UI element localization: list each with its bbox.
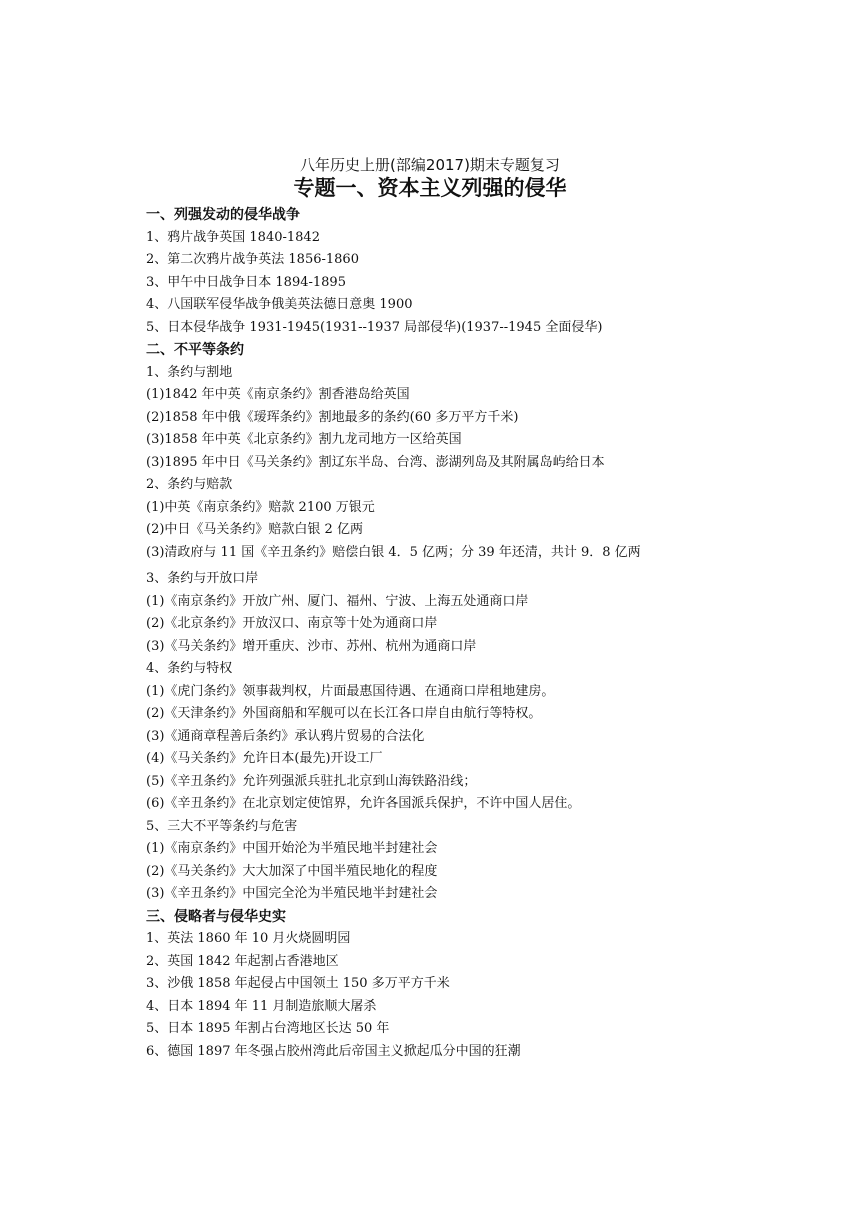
list-item: (1)《虎门条约》领事裁判权，片面最惠国待遇、在通商口岸租地建房。 [146,683,555,699]
section-heading-wars: 一、列强发动的侵华战争 [146,207,300,223]
subsection-heading: 3、条约与开放口岸 [146,571,259,586]
section-heading-treaties: 二、不平等条约 [146,342,244,358]
document-title: 专题一、资本主义列强的侵华 [293,176,567,200]
section-heading-aggressors: 三、侵略者与侵华史实 [146,908,286,925]
list-item: 1、英法 1860 年 10 月火烧圆明园 [146,931,351,946]
list-item: 3、甲午中日战争日本 1894-1895 [146,274,346,290]
list-item: (3)《通商章程善后条约》承认鸦片贸易的合法化 [146,728,425,744]
list-item: (1)《南京条约》中国开始沦为半殖民地半封建社会 [146,841,438,856]
list-item: (3)《马关条约》增开重庆、沙市、苏州、杭州为通商口岸 [146,638,477,654]
list-item: (1)《南京条约》开放广州、厦门、福州、宁波、上海五处通商口岸 [146,593,529,609]
list-item: 6、德国 1897 年冬强占胶州湾此后帝国主义掀起瓜分中国的狂潮 [146,1043,521,1059]
list-item: 5、日本侵华战争 1931-1945(1931--1937 局部侵华)(1937--1945 全面侵华) [146,319,603,335]
list-item: 5、日本 1895 年割占台湾地区长达 50 年 [146,1021,390,1036]
list-item: 2、第二次鸦片战争英法 1856-1860 [146,252,359,267]
list-item: (3)清政府与 11 国《辛丑条约》赔偿白银 4．5 亿两；分 39 年还清，共计 9．8 亿两 [146,544,641,560]
subsection-heading: 1、条约与割地 [146,364,233,380]
list-item: (2)中日《马关条约》赔款白银 2 亿两 [146,522,363,537]
list-item: (1)中英《南京条约》赔款 2100 万银元 [146,499,375,515]
list-item: 1、鸦片战争英国 1840-1842 [146,229,320,245]
subsection-heading: 4、条约与特权 [146,661,233,676]
document-body [146,204,746,1063]
list-item: (2)《北京条约》开放汉口、南京等十处为通商口岸 [146,616,438,631]
list-item: 4、八国联军侵华战争俄美英法德日意奥 1900 [146,297,413,312]
document-subtitle: 八年历史上册(部编2017)期末专题复习 [300,156,560,174]
list-item: (2)《天津条约》外国商船和军舰可以在长江各口岸自由航行等特权。 [146,706,542,721]
list-item: (1)1842 年中英《南京条约》割香港岛给英国 [146,387,410,402]
list-item: (3)1895 年中日《马关条约》割辽东半岛、台湾、澎湖列岛及其附属岛屿给日本 [146,454,605,470]
list-item: (3)《辛丑条约》中国完全沦为半殖民地半封建社会 [146,886,438,901]
list-item: (2)《马关条约》大大加深了中国半殖民地化的程度 [146,863,438,879]
subsection-heading: 2、条约与赔款 [146,477,233,492]
list-item: (3)1858 年中英《北京条约》割九龙司地方一区给英国 [146,432,462,447]
list-item: 4、日本 1894 年 11 月制造旅顺大屠杀 [146,998,377,1014]
list-item: (5)《辛丑条约》允许列强派兵驻扎北京到山海铁路沿线； [146,773,477,789]
list-item: 3、沙俄 1858 年起侵占中国领土 150 多万平方千米 [146,976,450,991]
subsection-heading: 5、三大不平等条约与危害 [146,818,298,834]
list-item: (2)1858 年中俄《瑷珲条约》割地最多的条约(60 多万平方千米) [146,409,519,425]
list-item: (4)《马关条约》允许日本(最先)开设工厂 [146,751,383,766]
list-item: (6)《辛丑条约》在北京划定使馆界，允许各国派兵保护，不许中国人居住。 [146,796,581,811]
list-item: 2、英国 1842 年起割占香港地区 [146,953,339,969]
